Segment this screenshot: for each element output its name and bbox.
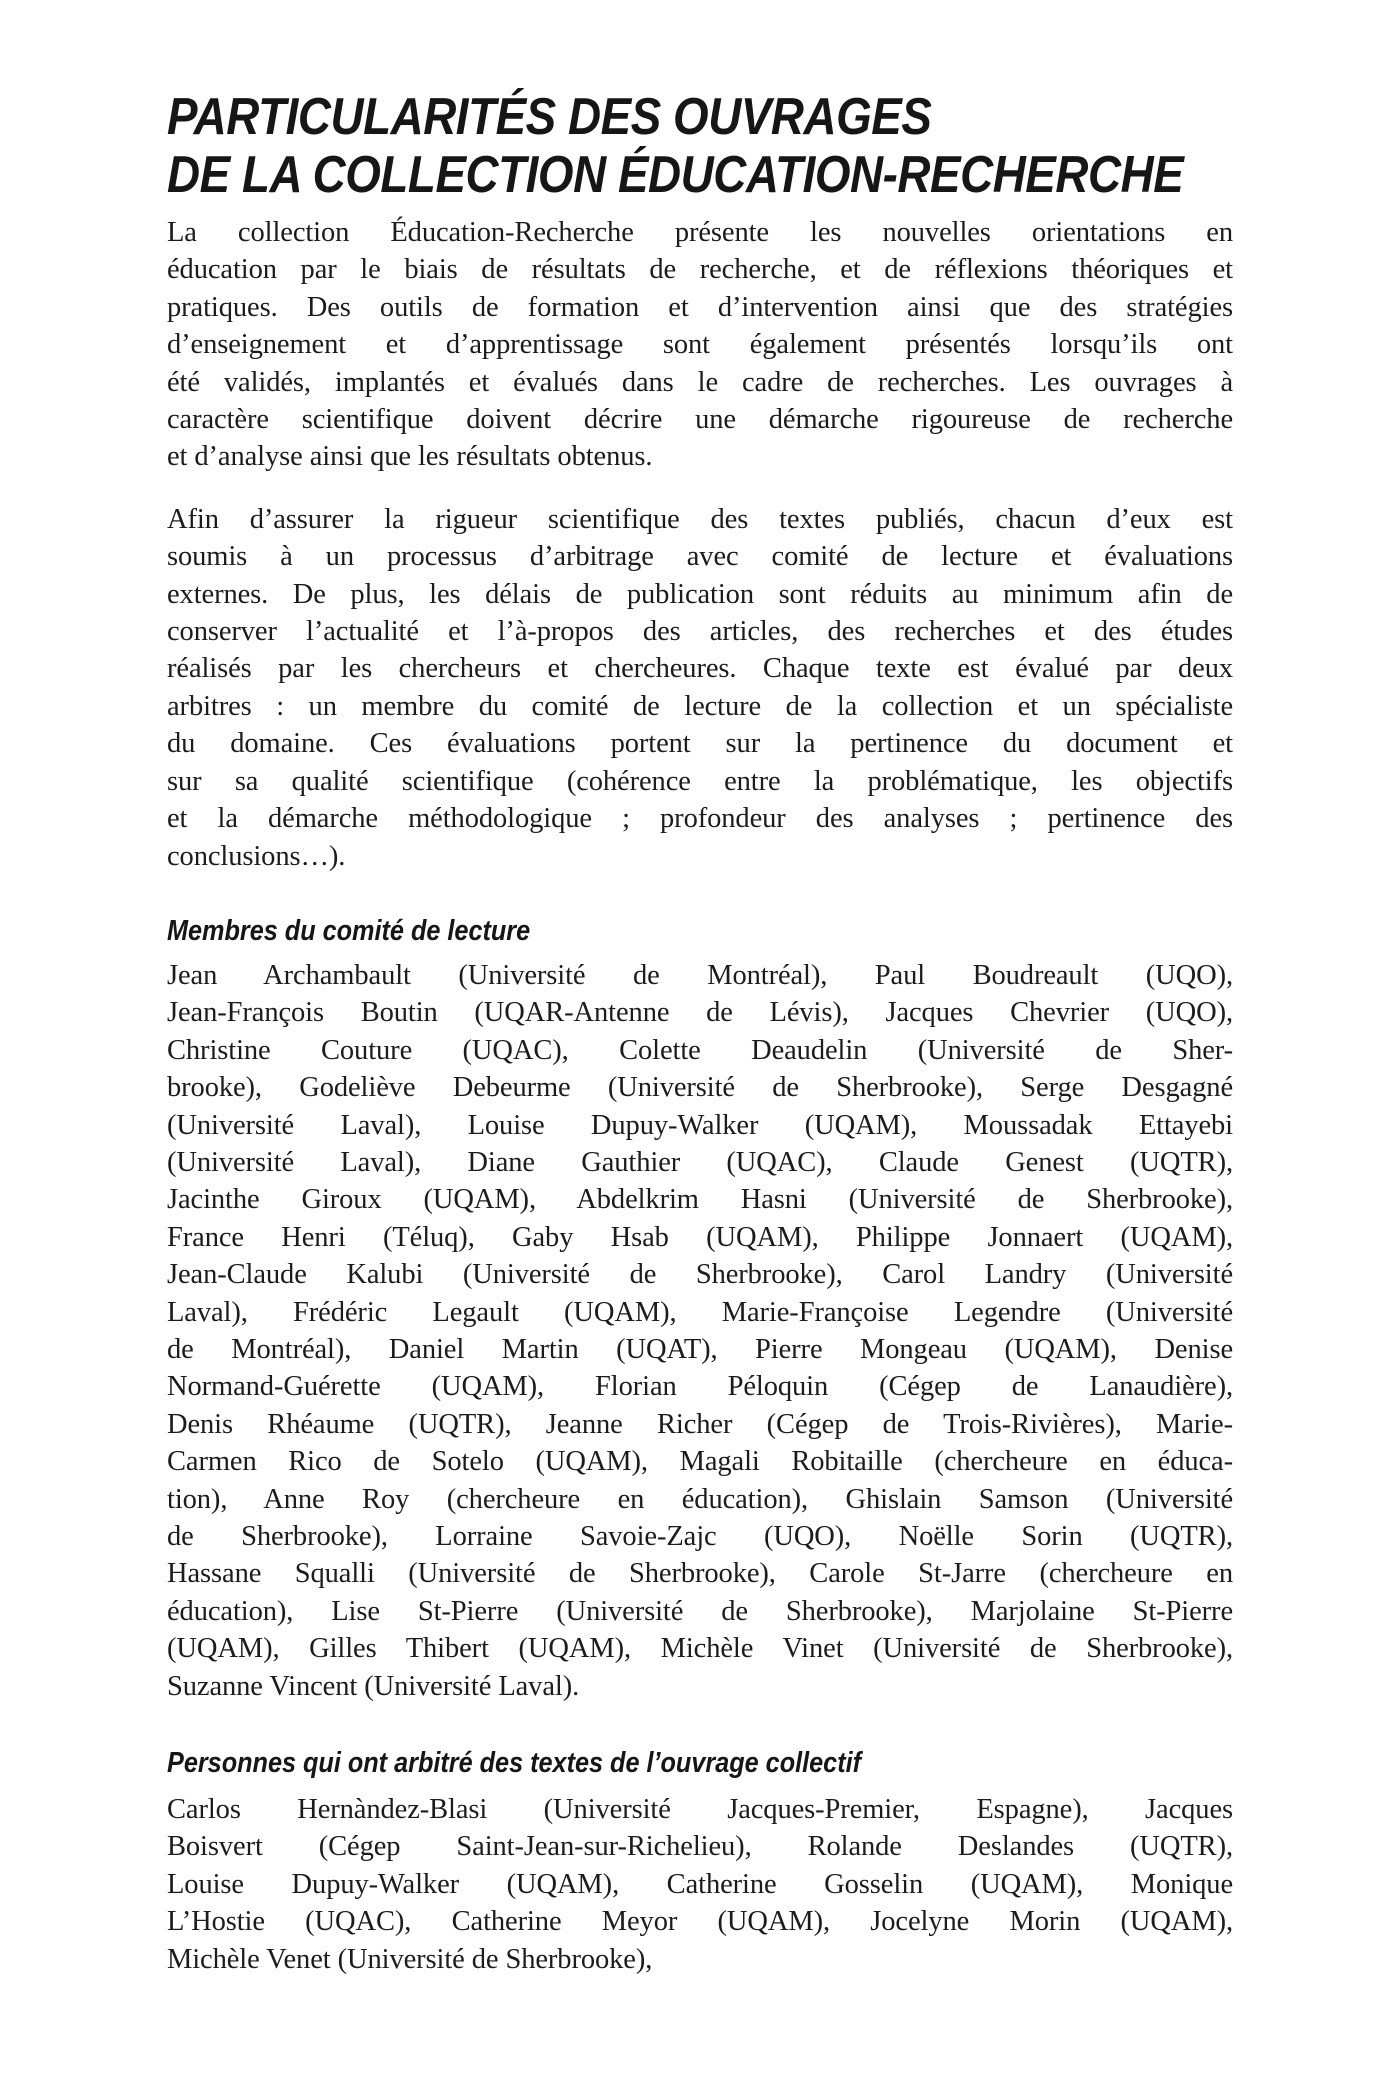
text-line: Jean-François Boutin (UQAR-Antenne de Lévis), Jacques Chevrier (UQO),: [167, 997, 1233, 1029]
text-line: de Montréal), Daniel Martin (UQAT), Pierre Mongeau (UQAM), Denise: [167, 1333, 1233, 1365]
text-line: éducation par le biais de résultats de recherche, et de réflexions théoriques et: [167, 254, 1233, 286]
text-line: Normand-Guérette (UQAM), Florian Péloquin (Cégep de Lanaudière),: [167, 1371, 1233, 1403]
section-heading-reading-committee: Membres du comité de lecture: [167, 914, 531, 947]
text-line: Michèle Venet (Université de Sherbrooke),: [167, 1943, 653, 1975]
text-line: de Sherbrooke), Lorraine Savoie-Zajc (UQO), Noëlle Sorin (UQTR),: [167, 1521, 1233, 1552]
text-line: France Henri (Téluq), Gaby Hsab (UQAM), Philippe Jonnaert (UQAM),: [167, 1221, 1233, 1253]
text-line: réalisés par les chercheurs et chercheures. Chaque texte est évalué par deux: [167, 653, 1233, 685]
text-line: L’Hostie (UQAC), Catherine Meyor (UQAM), Jocelyne Morin (UQAM),: [167, 1906, 1233, 1938]
text-line: Jean Archambault (Université de Montréal), Paul Boudreault (UQO),: [167, 959, 1233, 991]
text-line: Denis Rhéaume (UQTR), Jeanne Richer (Cégep de Trois-Rivières), Marie-: [167, 1408, 1233, 1440]
text-line: La collection Éducation-Recherche présente les nouvelles orientations en: [167, 217, 1233, 248]
text-line: Christine Couture (UQAC), Colette Deaudelin (Université de Sher-: [167, 1034, 1233, 1066]
intro-paragraph-arbitrage: [167, 501, 1233, 875]
text-line: Louise Dupuy-Walker (UQAM), Catherine Gosselin (UQAM), Monique: [167, 1868, 1233, 1900]
text-line: éducation), Lise St-Pierre (Université de Sherbrooke), Marjolaine St-Pierre: [167, 1595, 1233, 1627]
reading-committee-members: [167, 957, 1233, 1705]
text-line: brooke), Godeliève Debeurme (Université de Sherbrooke), Serge Desgagné: [167, 1072, 1233, 1104]
text-line: (UQAM), Gilles Thibert (UQAM), Michèle Vinet (Université de Sherbrooke),: [167, 1633, 1233, 1665]
text-line: conserver l’actualité et l’à-propos des articles, des recherches et des études: [167, 616, 1233, 648]
text-line: soumis à un processus d’arbitrage avec comité de lecture et évaluations: [167, 541, 1233, 573]
text-line: tion), Anne Roy (chercheure en éducation), Ghislain Samson (Université: [167, 1483, 1233, 1515]
text-column: [167, 0, 1233, 1978]
section-heading-referees: Personnes qui ont arbitré des textes de l’ouvrage collectif: [167, 1747, 862, 1780]
page-title-line-2: DE LA COLLECTION ÉDUCATION-RECHERCHE: [167, 146, 1184, 204]
text-line: Laval), Frédéric Legault (UQAM), Marie-Françoise Legendre (Université: [167, 1296, 1233, 1328]
text-line: du domaine. Ces évaluations portent sur la pertinence du document et: [167, 728, 1233, 760]
text-line: sur sa qualité scientifique (cohérence entre la problématique, les objectifs: [167, 765, 1233, 797]
intro-paragraph-collection: [167, 214, 1233, 476]
text-line: Jacinthe Giroux (UQAM), Abdelkrim Hasni (Université de Sherbrooke),: [167, 1184, 1233, 1216]
text-line: arbitres : un membre du comité de lecture de la collection et un spécialiste: [167, 690, 1233, 722]
text-line: Hassane Squalli (Université de Sherbrooke), Carole St-Jarre (chercheure en: [167, 1558, 1233, 1590]
page-title: [167, 88, 1233, 204]
text-line: été validés, implantés et évalués dans le cadre de recherches. Les ouvrages à: [167, 366, 1233, 398]
text-line: conclusions…).: [167, 840, 346, 872]
text-line: (Université Laval), Diane Gauthier (UQAC), Claude Genest (UQTR),: [167, 1146, 1233, 1178]
text-line: externes. De plus, les délais de publication sont réduits au minimum afin de: [167, 578, 1233, 610]
text-line: d’enseignement et d’apprentissage sont également présentés lorsqu’ils ont: [167, 329, 1233, 361]
text-line: Carmen Rico de Sotelo (UQAM), Magali Robitaille (chercheure en éduca-: [167, 1446, 1233, 1478]
text-line: Jean-Claude Kalubi (Université de Sherbrooke), Carol Landry (Université: [167, 1259, 1233, 1291]
text-line: Carlos Hernàndez-Blasi (Université Jacques-Premier, Espagne), Jacques: [167, 1794, 1233, 1826]
text-line: Suzanne Vincent (Université Laval).: [167, 1670, 580, 1702]
text-line: caractère scientifique doivent décrire une démarche rigoureuse de recherche: [167, 404, 1233, 436]
text-line: pratiques. Des outils de formation et d’intervention ainsi que des stratégies: [167, 291, 1233, 323]
referees-list: [167, 1791, 1233, 1978]
text-line: Boisvert (Cégep Saint-Jean-sur-Richelieu), Rolande Deslandes (UQTR),: [167, 1831, 1233, 1863]
text-line: Afin d’assurer la rigueur scientifique des textes publiés, chacun d’eux est: [167, 503, 1233, 535]
text-line: et la démarche méthodologique ; profondeur des analyses ; pertinence des: [167, 803, 1233, 835]
text-line: et d’analyse ainsi que les résultats obtenus.: [167, 441, 653, 473]
text-line: (Université Laval), Louise Dupuy-Walker (UQAM), Moussadak Ettayebi: [167, 1109, 1233, 1141]
page-title-line-1: PARTICULARITÉS DES OUVRAGES: [167, 88, 932, 146]
